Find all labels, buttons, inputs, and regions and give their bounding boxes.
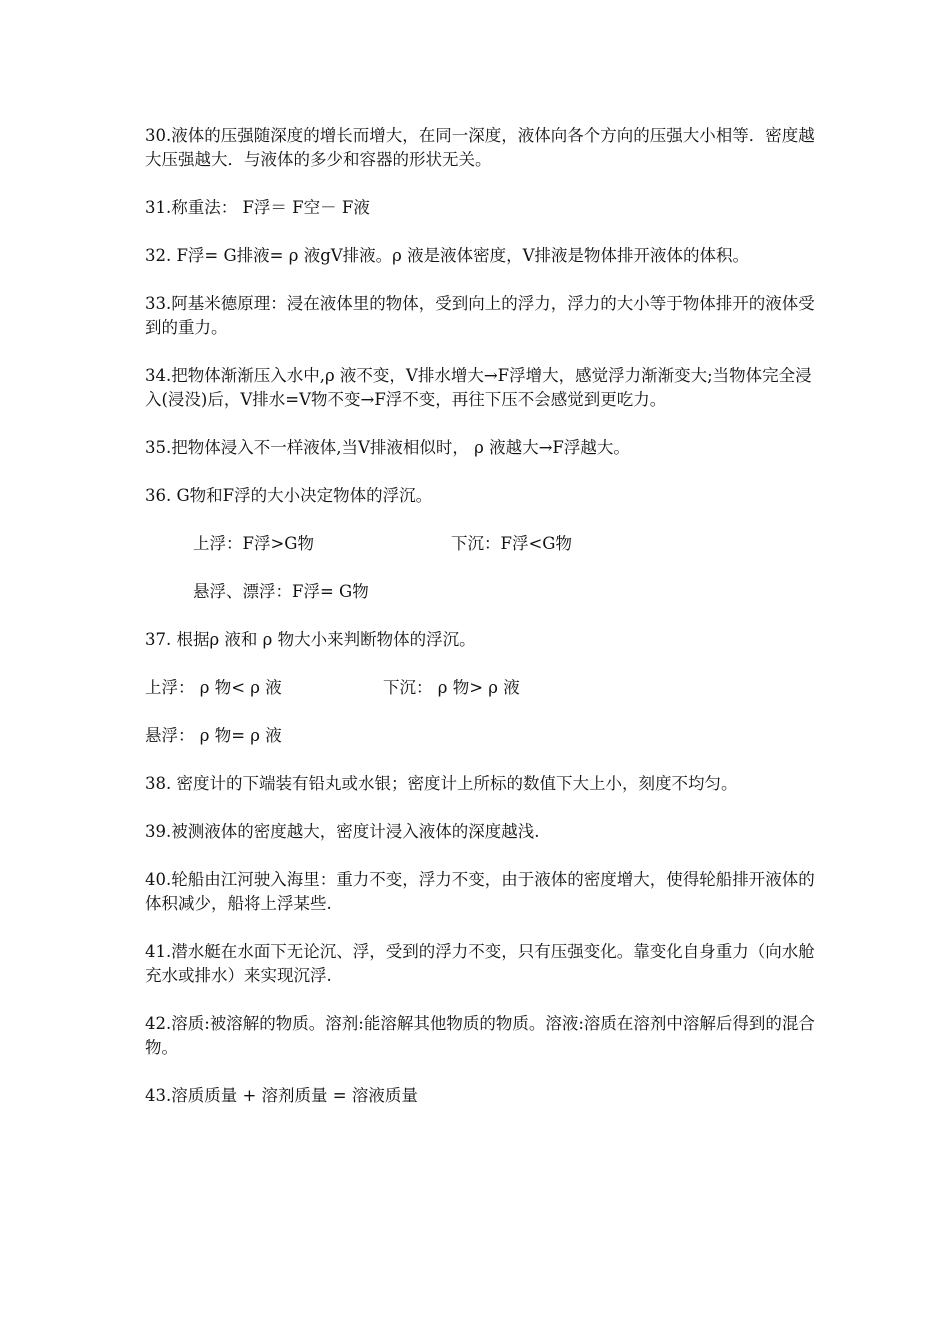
item-40: 40.轮船由江河驶入海里：重力不变，浮力不变，由于液体的密度增大，使得轮船排开液体的体积减少，船将上浮某些. (145, 870, 815, 913)
item-31: 31.称重法： F浮＝ F空－ F液 (145, 198, 370, 217)
item-37: 37. 根据ρ 液和 ρ 物大小来判断物体的浮沉。 (145, 630, 476, 649)
item-42: 42.溶质:被溶解的物质。溶剂:能溶解其他物质的物质。溶液:溶质在溶剂中溶解后得到的混合物。 (145, 1014, 815, 1057)
document-body (145, 124, 815, 1132)
density-condition-row (145, 676, 815, 700)
density-rise-condition: 上浮： ρ 物< ρ 液 (145, 678, 282, 697)
item-39: 39.被测液体的密度越大，密度计浸入液体的深度越浅. (145, 822, 540, 841)
item-30: 30.液体的压强随深度的增长而增大，在同一深度，液体向各个方向的压强大小相等．密度越大压强越大．与液体的多少和容器的形状无关。 (145, 126, 815, 169)
density-suspend-condition: 悬浮： ρ 物= ρ 液 (145, 726, 282, 745)
density-sink-condition: 下沉： ρ 物> ρ 液 (383, 678, 520, 697)
item-43: 43.溶质质量 + 溶剂质量 = 溶液质量 (145, 1086, 418, 1105)
item-34: 34.把物体渐渐压入水中,ρ 液不变，V排水增大→F浮增大，感觉浮力渐渐变大;当物体完全浸入(浸没)后，V排水=V物不变→F浮不变，再往下压不会感觉到更吃力。 (145, 366, 812, 409)
item-38: 38. 密度计的下端装有铅丸或水银；密度计上所标的数值下大上小，刻度不均匀。 (145, 774, 738, 793)
item-33: 33.阿基米德原理：浸在液体里的物体，受到向上的浮力，浮力的大小等于物体排开的液体受到的重力。 (145, 294, 815, 337)
item-36: 36. G物和F浮的大小决定物体的浮沉。 (145, 486, 433, 505)
force-sink-condition: 下沉：F浮<G物 (451, 534, 572, 553)
force-suspend-condition: 悬浮、漂浮：F浮= G物 (193, 582, 369, 601)
force-condition-row (145, 532, 815, 556)
item-35: 35.把物体浸入不一样液体,当V排液相似时， ρ 液越大→F浮越大。 (145, 438, 630, 457)
item-41: 41.潜水艇在水面下无论沉、浮，受到的浮力不变，只有压强变化。靠变化自身重力（向水舱充水或排水）来实现沉浮. (145, 942, 815, 985)
force-rise-condition: 上浮：F浮>G物 (193, 534, 314, 553)
item-32: 32. F浮= G排液= ρ 液gV排液。ρ 液是液体密度，V排液是物体排开液体的体积。 (145, 246, 750, 265)
